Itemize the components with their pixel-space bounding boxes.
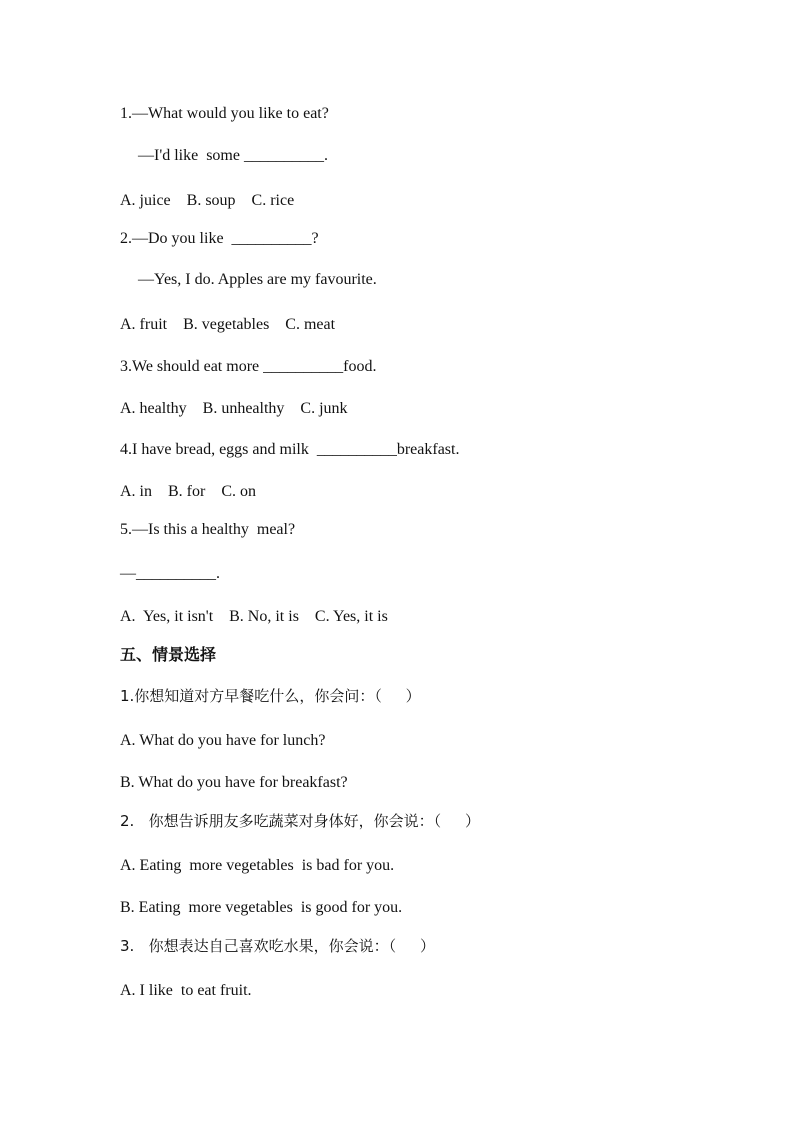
situation-3-option-a: A. I like to eat fruit. — [120, 982, 252, 999]
question-2-reply: —Yes, I do. Apples are my favourite. — [138, 271, 377, 288]
section-heading: 五、情景选择 — [120, 645, 217, 664]
situation-2-option-b: B. Eating more vegetables is good for you. — [120, 899, 403, 916]
question-5-stem: 5.—Is this a healthy meal? — [120, 521, 296, 538]
situation-2-option-a: A. Eating more vegetables is bad for you. — [120, 857, 395, 874]
situation-1-option-b: B. What do you have for breakfast? — [120, 774, 348, 791]
question-4-options: A. in B. for C. on — [120, 483, 256, 500]
situation-2-stem: 2. 你想告诉朋友多吃蔬菜对身体好，你会说：（ ） — [120, 812, 480, 830]
question-1-reply: —I'd like some __________. — [138, 147, 328, 164]
situation-1-stem: 1.你想知道对方早餐吃什么，你会问：（ ） — [120, 687, 421, 705]
question-1-options: A. juice B. soup C. rice — [120, 192, 295, 209]
question-2-options: A. fruit B. vegetables C. meat — [120, 316, 336, 333]
question-5-reply: —__________. — [120, 565, 220, 582]
question-4-stem: 4.I have bread, eggs and milk __________breakfast. — [120, 441, 460, 458]
question-3-options: A. healthy B. unhealthy C. junk — [120, 400, 348, 417]
situation-3-stem: 3. 你想表达自己喜欢吃水果，你会说：（ ） — [120, 937, 435, 955]
situation-1-option-a: A. What do you have for lunch? — [120, 732, 326, 749]
question-2-stem: 2.—Do you like __________? — [120, 230, 319, 247]
question-1-stem: 1.—What would you like to eat? — [120, 105, 329, 122]
question-5-options: A. Yes, it isn't B. No, it is C. Yes, it is — [120, 608, 388, 625]
question-3-stem: 3.We should eat more __________food. — [120, 358, 377, 375]
